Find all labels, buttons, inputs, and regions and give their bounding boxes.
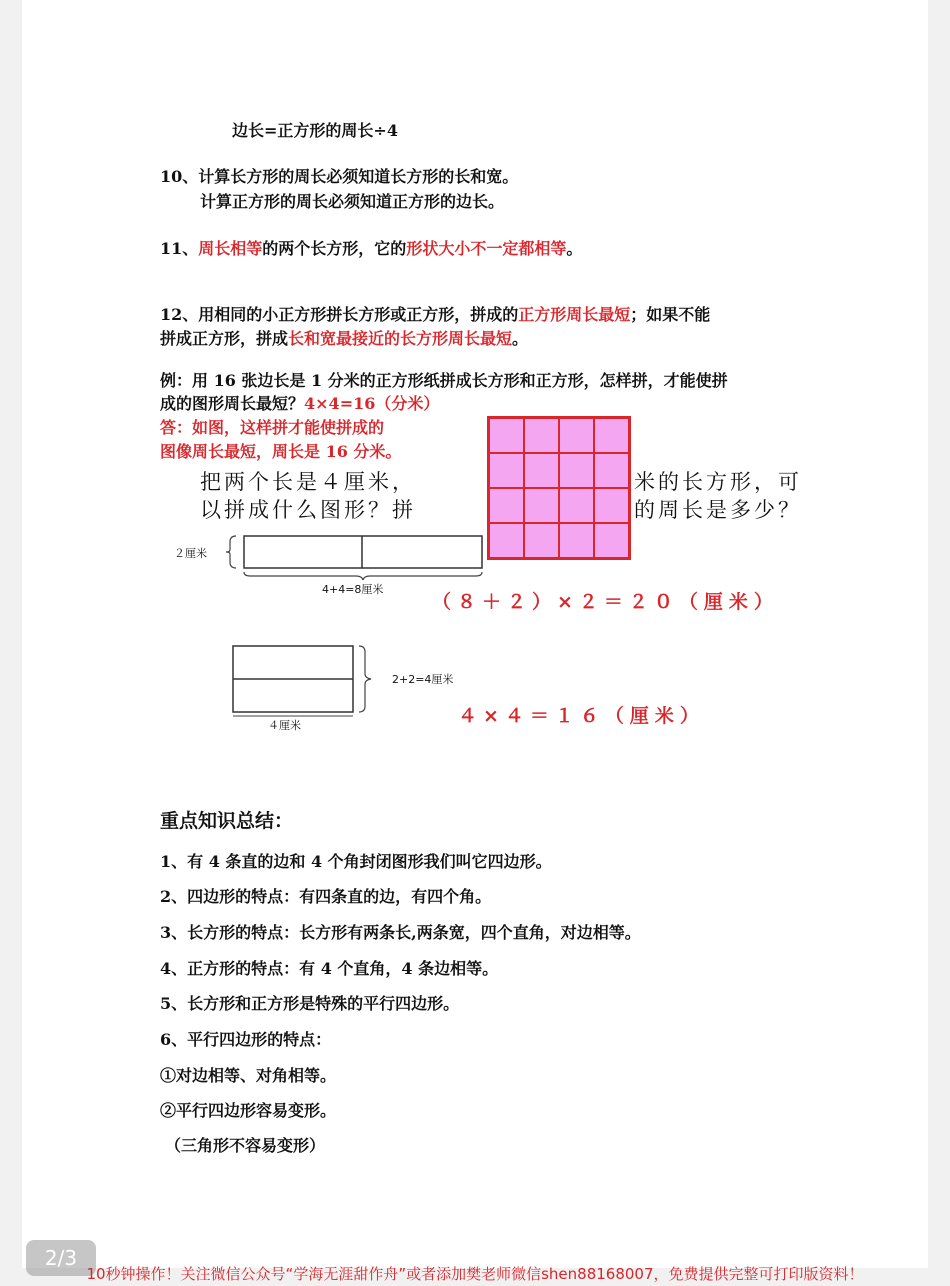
point-10-line-2: 计算正方形的周长必须知道正方形的边长。 [200, 192, 505, 211]
problem-line-1a: 把两个长是４厘米， [200, 470, 416, 494]
stacked-rectangle-diagram [225, 640, 385, 720]
point-11-highlight-1: 周长相等 [198, 239, 263, 258]
summary-item: 6、平行四边形的特点： [160, 1030, 332, 1049]
example-line-1: 例：用 16 张边长是 1 分米的正方形纸拼成长方形和正方形，怎样拼，才能使拼 [160, 371, 728, 390]
point-12-text-b: ；如果不能 [630, 305, 711, 324]
side-length-formula: 边长=正方形的周长÷4 [232, 121, 398, 140]
point-11-highlight-2: 形状大小不一定都相等 [406, 239, 567, 258]
point-12-text-c: 拼成正方形，拼成 [160, 329, 289, 348]
grid-cell [489, 453, 524, 488]
footer-watermark-text: 10秒钟操作！关注微信公众号“学海无涯甜作舟”或者添加樊老师微信shen88168007，免费提供完整可打印版资料！ [86, 1265, 864, 1283]
grid-cell [489, 418, 524, 453]
perimeter-calc-2: ４×４＝１６（厘米） [458, 705, 705, 727]
page-indicator: 2/3 [26, 1240, 96, 1276]
square-grid-4x4 [487, 416, 631, 560]
point-12-highlight-1: 正方形周长最短 [518, 305, 631, 324]
summary-item: 2、四边形的特点：有四条直的边，有四个角。 [160, 887, 492, 906]
point-11 [160, 236, 582, 259]
answer-line-1: 答：如图，这样拼才能使拼成的 [160, 418, 385, 437]
label-2cm: ２厘米 [174, 547, 207, 560]
point-11-end: 。 [566, 239, 583, 258]
grid-cell [559, 488, 594, 523]
problem-line-2a: 以拼成什么图形？拼 [200, 498, 416, 522]
summary-item: ①对边相等、对角相等。 [160, 1066, 337, 1085]
grid-cell [524, 523, 559, 558]
grid-cell [594, 488, 629, 523]
summary-title: 重点知识总结： [160, 810, 294, 832]
grid-cell [594, 418, 629, 453]
summary-item: ②平行四边形容易变形。 [160, 1101, 337, 1120]
grid-cell [559, 418, 594, 453]
example-question: 成的图形周长最短？ [160, 394, 305, 413]
summary-item: （三角形不容易变形） [165, 1136, 326, 1155]
label-4cm: ４厘米 [268, 719, 301, 732]
point-10-line-1: 10、计算长方形的周长必须知道长方形的长和宽。 [160, 167, 519, 186]
perimeter-calc-1: （８＋２）×２＝２０（厘米） [432, 591, 779, 613]
point-12-text-a: 12、用相同的小正方形拼长方形或正方形，拼成的 [160, 305, 519, 324]
answer-line-2: 图像周长最短，周长是 16 分米。 [160, 442, 402, 461]
point-11-middle: 的两个长方形，它的 [262, 239, 407, 258]
grid-cell [594, 523, 629, 558]
summary-item: 5、长方形和正方形是特殊的平行四边形。 [160, 994, 460, 1013]
summary-item: 1、有 4 条直的边和 4 个角封闭图形我们叫它四边形。 [160, 852, 552, 871]
grid-cell [524, 488, 559, 523]
summary-item: 3、长方形的特点：长方形有两条长,两条宽，四个直角，对边相等。 [160, 923, 641, 942]
point-11-prefix: 11、 [160, 239, 199, 258]
point-12-line-2 [160, 326, 528, 349]
point-12-highlight-2: 长和宽最接近的长方形周长最短 [288, 329, 513, 348]
label-2-plus-2: 2+2=4厘米 [392, 673, 454, 686]
grid-cell [524, 418, 559, 453]
example-calc: 4×4=16（分米） [304, 394, 440, 413]
example-line-2 [160, 391, 439, 414]
grid-cell [489, 488, 524, 523]
point-12-line-1 [160, 302, 710, 325]
summary-item: 4、正方形的特点：有 4 个直角，4 条边相等。 [160, 959, 499, 978]
problem-line-2b: 的周长是多少？ [634, 498, 802, 522]
grid-cell [559, 523, 594, 558]
grid-cell [594, 453, 629, 488]
grid-cell [524, 453, 559, 488]
label-4-plus-4: 4+4=8厘米 [322, 583, 384, 596]
grid-cell [559, 453, 594, 488]
problem-line-1b: 米的长方形，可 [634, 470, 802, 494]
point-12-text-d: 。 [512, 329, 529, 348]
